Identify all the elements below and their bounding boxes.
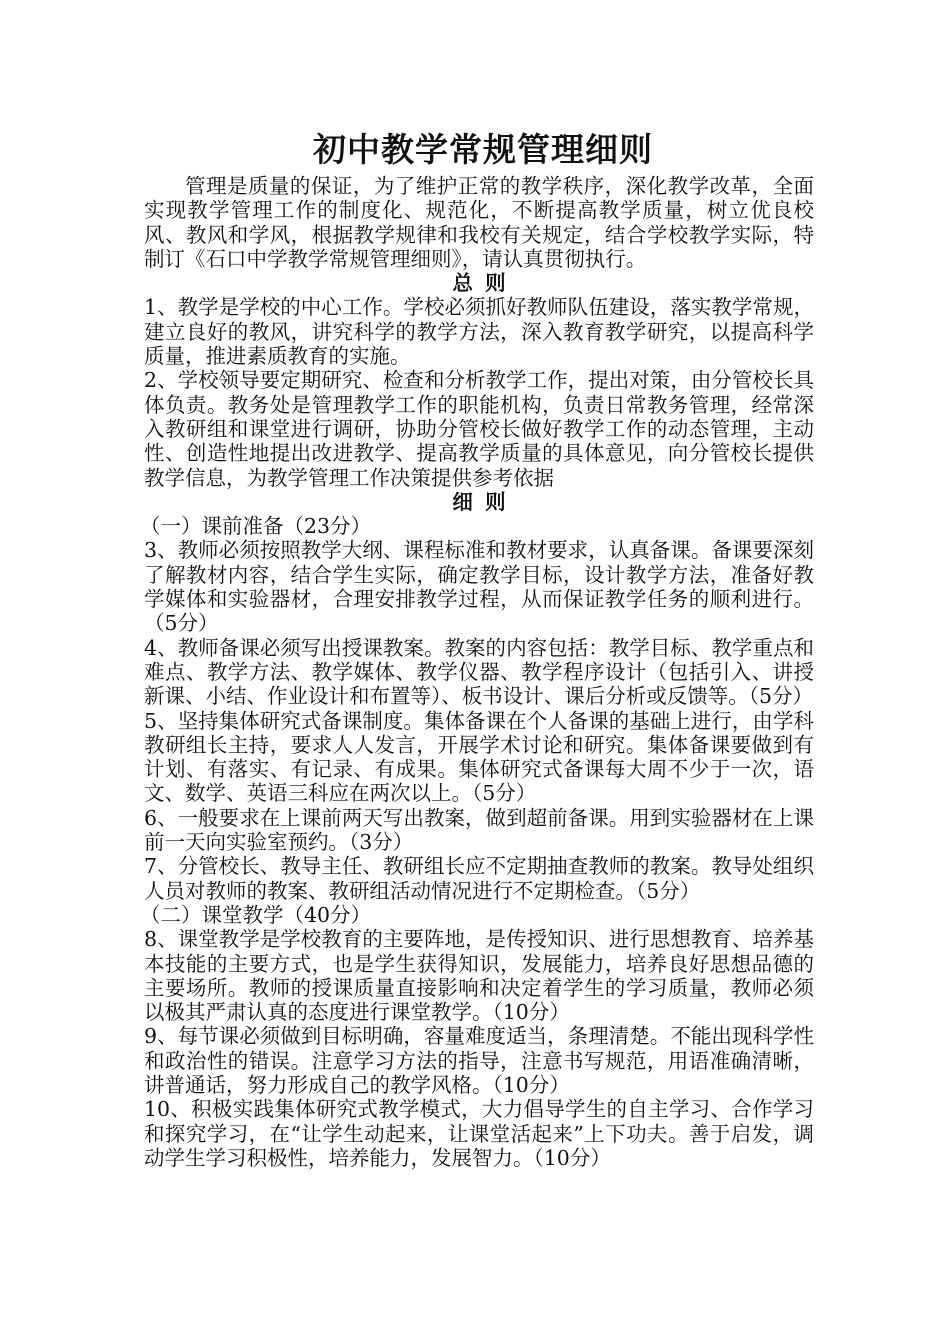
general-item-2: 2、学校领导要定期研究、检查和分析教学工作，提出对策，由分管校长具体负责。教务处是管理教学工作的职能机构，负责日常教务管理，经常深入教研组和课堂进行调研，协助分管校长做好教学工作的动态管理，主动性、创造性地提出改进教学、提高教学质量的具体意见，向分管校长提供教学信息，为教学管理工作决策提供参考依据 (144, 368, 814, 490)
section-title-preparation: （一）课前准备（23分） (140, 514, 372, 539)
detail-heading: 细则 (452, 489, 518, 514)
rule-item-5: 5、坚持集体研究式备课制度。集体备课在个人备课的基础上进行，由学科教研组长主持，要求人人发言，开展学术讨论和研究。集体备课要做到有计划、有落实、有记录、有成果。集体研究式备课每大周不少于一次，语文、数学、英语三科应在两次以上。（5分） (144, 708, 814, 806)
document-title: 初中教学常规管理细则 (313, 130, 653, 169)
general-item-1: 1、教学是学校的中心工作。学校必须抓好教师队伍建设，落实教学常规，建立良好的教风，讲究科学的教学方法，深入教育教学研究，以提高科学质量，推进素质教育的实施。 (144, 295, 814, 369)
rule-item-4: 4、教师备课必须写出授课教案。教案的内容包括：教学目标、教学重点和难点、教学方法、教学媒体、教学仪器、教学程序设计（包括引入、讲授新课、小结、作业设计和布置等）、板书设计、课后分析或反馈等。（5分） (144, 635, 814, 709)
intro-paragraph: 管理是质量的保证，为了维护正常的教学秩序，深化教学改革，全面实现教学管理工作的制度化、规范化，不断提高教学质量，树立优良校风、教风和学风，根据教学规律和我校有关规定，结合学校教学实际，特制订《石口中学教学常规管理细则》，请认真贯彻执行。 (144, 174, 814, 271)
rule-item-10: 10、积极实践集体研究式教学模式，大力倡导学生的自主学习、合作学习和探究学习，在“让学生动起来，让课堂活起来”上下功夫。善于启发，调动学生学习积极性，培养能力，发展智力。（10分） (144, 1097, 814, 1170)
rule-item-3: 3、教师必须按照教学大纲、课程标准和教材要求，认真备课。备课要深刻了解教材内容，结合学生实际，确定教学目标，设计教学方法，准备好教学媒体和实验器材，合理安排教学过程，从而保证教学任务的顺利进行。（5分） (144, 538, 814, 636)
rule-item-6: 6、一般要求在上课前两天写出教案，做到超前备课。用到实验器材在上课前一天向实验室预约。（3分） (144, 805, 814, 855)
document-page (140, 126, 814, 1170)
general-heading: 总则 (452, 271, 518, 296)
section-title-classroom: （二）课堂教学（40分） (140, 902, 372, 927)
rule-item-7: 7、分管校长、教导主任、教研组长应不定期抽查教师的教案。教导处组织人员对教师的教案、教研组活动情况进行不定期检查。（5分） (144, 854, 814, 903)
rule-item-9: 9、每节课必须做到目标明确，容量难度适当，条理清楚。不能出现科学性和政治性的错误。注意学习方法的指导，注意书写规范，用语准确清晰，讲普通话，努力形成自己的教学风格。（10分） (144, 1024, 814, 1097)
rule-item-8: 8、课堂教学是学校教育的主要阵地，是传授知识、进行思想教育、培养基本技能的主要方式，也是学生获得知识，发展能力，培养良好思想品德的主要场所。教师的授课质量直接影响和决定着学生的学习质量，教师必须以极其严肃认真的态度进行课堂教学。（10分） (144, 927, 814, 1025)
